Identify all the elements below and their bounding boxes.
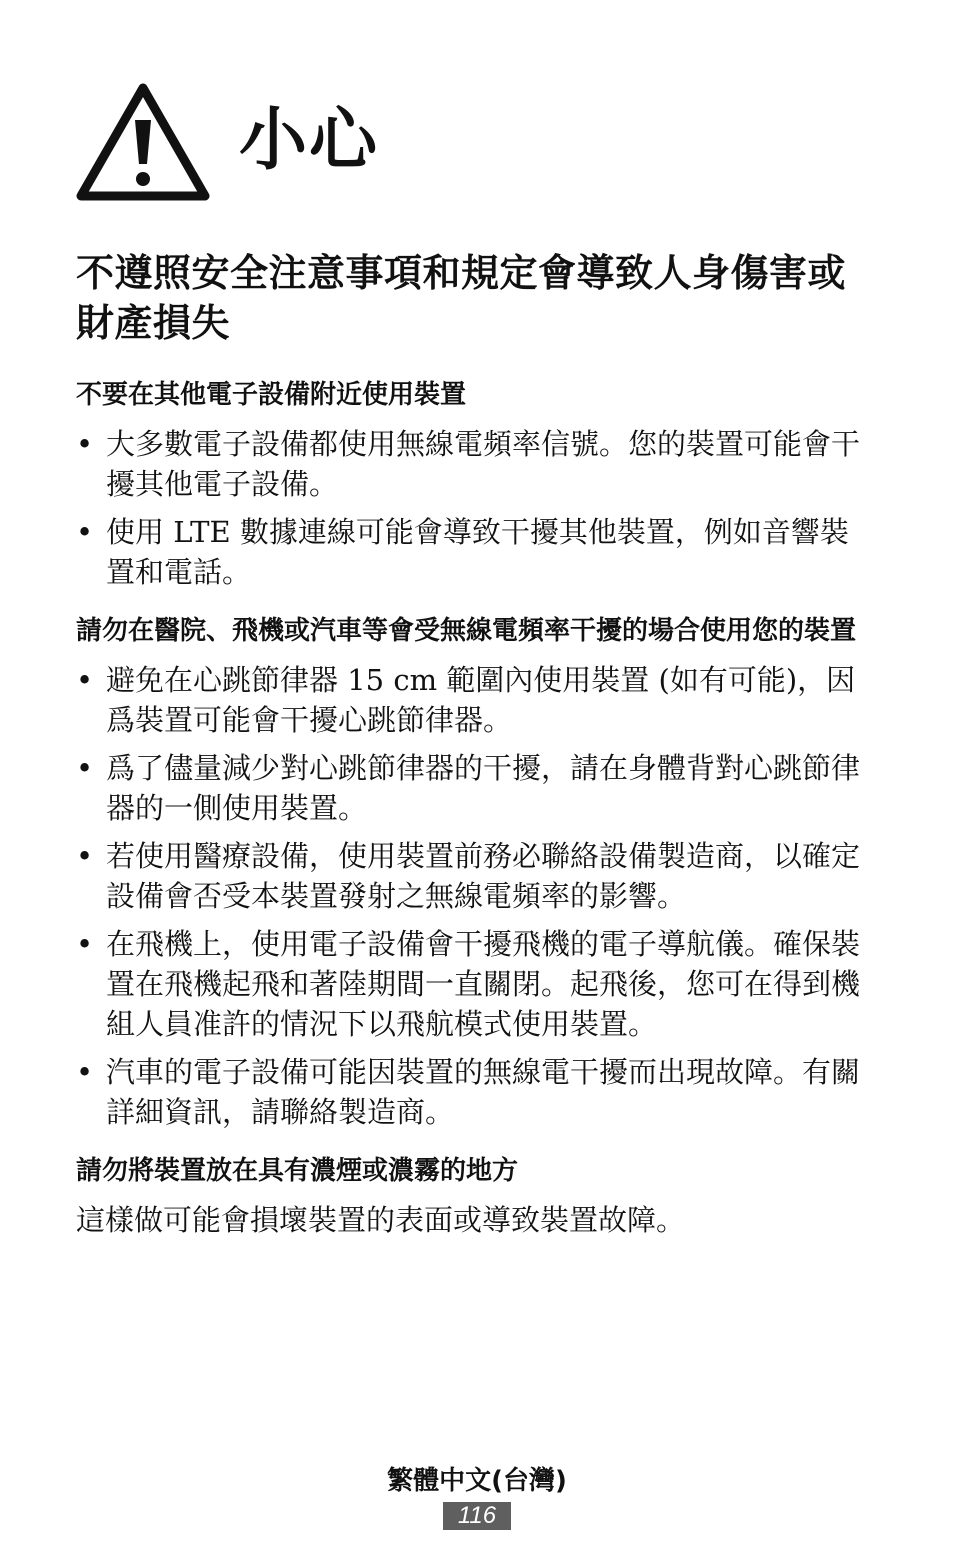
caution-header xyxy=(75,80,379,202)
list-item xyxy=(76,512,876,592)
bullet-marker: • xyxy=(76,663,94,697)
page-number: 116 xyxy=(443,1502,511,1530)
list-item-text: 避免在心跳節律器 15 cm 範圍內使用裝置 (如有可能)，因爲裝置可能會干擾心跳節律器。 xyxy=(106,663,856,737)
warning-triangle-icon xyxy=(75,80,211,202)
section-body-text: 這樣做可能會損壞裝置的表面或導致裝置故障。 xyxy=(76,1203,686,1237)
page-footer xyxy=(0,1464,954,1530)
list-item-text: 若使用醫療設備，使用裝置前務必聯絡設備製造商，以確定設備會否受本裝置發射之無線電頻率的影響。 xyxy=(106,839,861,913)
list-item xyxy=(76,424,876,504)
bullet-marker: • xyxy=(76,751,94,785)
bullet-marker: • xyxy=(76,839,94,873)
list-item xyxy=(76,748,876,828)
list-item-text: 在飛機上，使用電子設備會干擾飛機的電子導航儀。確保裝置在飛機起飛和著陸期間一直關閉。起飛後，您可在得到機組人員准許的情況下以飛航模式使用裝置。 xyxy=(106,927,861,1041)
list-item xyxy=(76,1052,876,1132)
footer-language: 繁體中文(台灣) xyxy=(387,1466,567,1496)
caution-title: 小心 xyxy=(239,101,380,180)
section-heading: 不要在其他電子設備附近使用裝置 xyxy=(76,380,467,410)
bullet-list xyxy=(76,660,876,1132)
list-item-text: 爲了儘量減少對心跳節律器的干擾，請在身體背對心跳節律器的一側使用裝置。 xyxy=(106,751,861,825)
section-heading: 請勿將裝置放在具有濃煙或濃霧的地方 xyxy=(76,1156,519,1186)
section-electronic-devices xyxy=(76,378,876,592)
list-item-text: 大多數電子設備都使用無線電頻率信號。您的裝置可能會干擾其他電子設備。 xyxy=(106,427,861,501)
list-item xyxy=(76,660,876,740)
section-smoke-fumes xyxy=(76,1154,876,1240)
section-hospitals-aircraft xyxy=(76,614,876,1132)
main-content xyxy=(76,248,876,1262)
bullet-marker: • xyxy=(76,427,94,461)
list-item xyxy=(76,924,876,1044)
main-heading: 不遵照安全注意事項和規定會導致人身傷害或財產損失 xyxy=(76,251,847,345)
list-item-text: 使用 LTE 數據連線可能會導致干擾其他裝置，例如音響裝置和電話。 xyxy=(106,515,849,589)
list-item xyxy=(76,836,876,916)
bullet-list xyxy=(76,424,876,592)
bullet-marker: • xyxy=(76,515,94,549)
list-item-text: 汽車的電子設備可能因裝置的無線電干擾而出現故障。有關詳細資訊，請聯絡製造商。 xyxy=(106,1055,861,1129)
bullet-marker: • xyxy=(76,927,94,961)
section-heading: 請勿在醫院、飛機或汽車等會受無線電頻率干擾的場合使用您的裝置 xyxy=(76,616,857,646)
bullet-marker: • xyxy=(76,1055,94,1089)
